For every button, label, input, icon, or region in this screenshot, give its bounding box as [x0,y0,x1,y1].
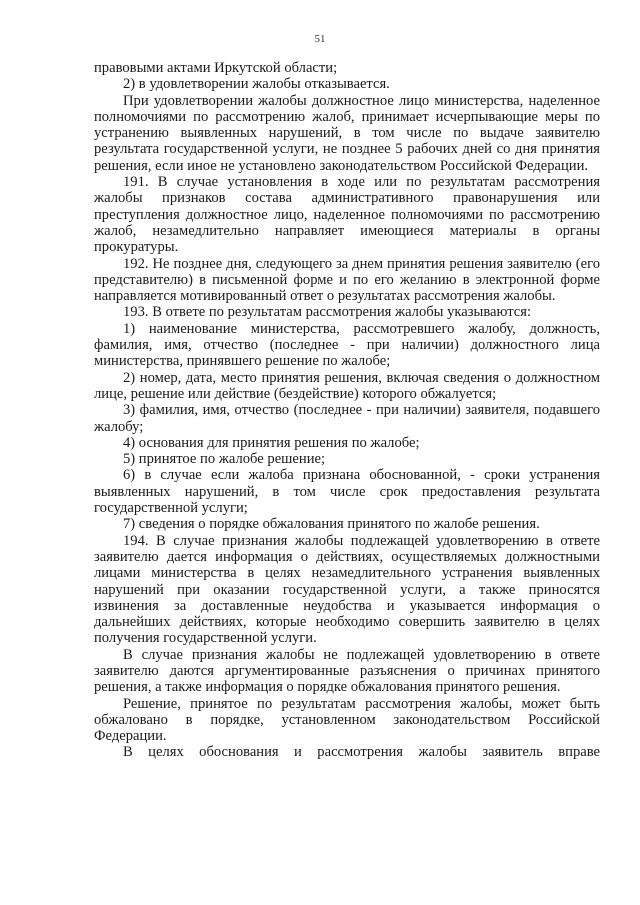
paragraph-list-item: 4) основания для принятия решения по жалобе; [123,434,420,451]
paragraph-truncated: В целях обоснования и рассмотрения жалобы заявитель вправе [123,744,600,761]
paragraph-191: 191. В случае установления в ходе или по результатам рассмотрения жалобы признаков состава административного правонарушения или преступления должностное лицо, наделенное полномочиями по рассмотрению жалоб, незамедлительно направляет имеющиеся материалы в органы прокуратуры. [94,174,600,256]
page-number: 51 [314,33,326,45]
paragraph-list-item: 6) в случае если жалоба признана обоснованной, - сроки устранения выявленных нарушений, в том числе срок предоставления результата государственной услуги; [94,467,600,517]
paragraph: Решение, принятое по результатам рассмотрения жалобы, может быть обжаловано в порядке, установленном законодательством Российской Федерации. [94,695,600,745]
paragraph-list-item: 7) сведения о порядке обжалования принятого по жалобе решения. [123,516,540,533]
paragraph-list-item: 1) наименование министерства, рассмотревшего жалобу, должность, фамилия, имя, отчество (последнее - при наличии) должностного лица министерства, принявшего решение по жалобе; [94,320,600,370]
paragraph-193: 193. В ответе по результатам рассмотрения жалобы указываются: [123,304,532,321]
paragraph-194: 194. В случае признания жалобы подлежащей удовлетворению в ответе заявителю дается информация о действиях, осуществляемых должностными лицами министерства в целях незамедлительного устранения выявленных нарушений при оказании государственной услуги, а также приносятся извинения за доставленные неудобства и указывается информация о дальнейших действиях, которые необходимо совершить заявителю в целях получения государственной услуги. [94,532,600,647]
paragraph-continuation: правовыми актами Иркутской области; [94,60,338,76]
paragraph-list-item: 3) фамилия, имя, отчество (последнее - при наличии) заявителя, подавшего жалобу; [94,402,600,435]
paragraph: В случае признания жалобы не подлежащей удовлетворению в ответе заявителю даются аргументированные разъяснения о причинах принятого решения, а также информация о порядке обжалования принятого решения. [94,646,600,696]
paragraph-list-item: 5) принятое по жалобе решение; [123,451,326,468]
paragraph-list-item: 2) номер, дата, место принятия решения, включая сведения о должностном лице, решение или действие (бездействие) которого обжалуется; [94,369,600,402]
document-body [94,60,600,761]
paragraph-192: 192. Не позднее дня, следующего за днем принятия решения заявителю (его представителю) в письменной форме и по его желанию в электронной форме направляется мотивированный ответ о результатах рассмотрения жалобы. [94,255,600,305]
paragraph-list-item: 2) в удовлетворении жалобы отказывается. [123,76,390,93]
paragraph: При удовлетворении жалобы должностное лицо министерства, наделенное полномочиями по рассмотрению жалоб, принимает исчерпывающие меры по устранению выявленных нарушений, в том числе по выдаче заявителю результата государственной услуги, не позднее 5 рабочих дней со дня принятия решения, если иное не установлено законодательством Российской Федерации. [94,92,600,174]
